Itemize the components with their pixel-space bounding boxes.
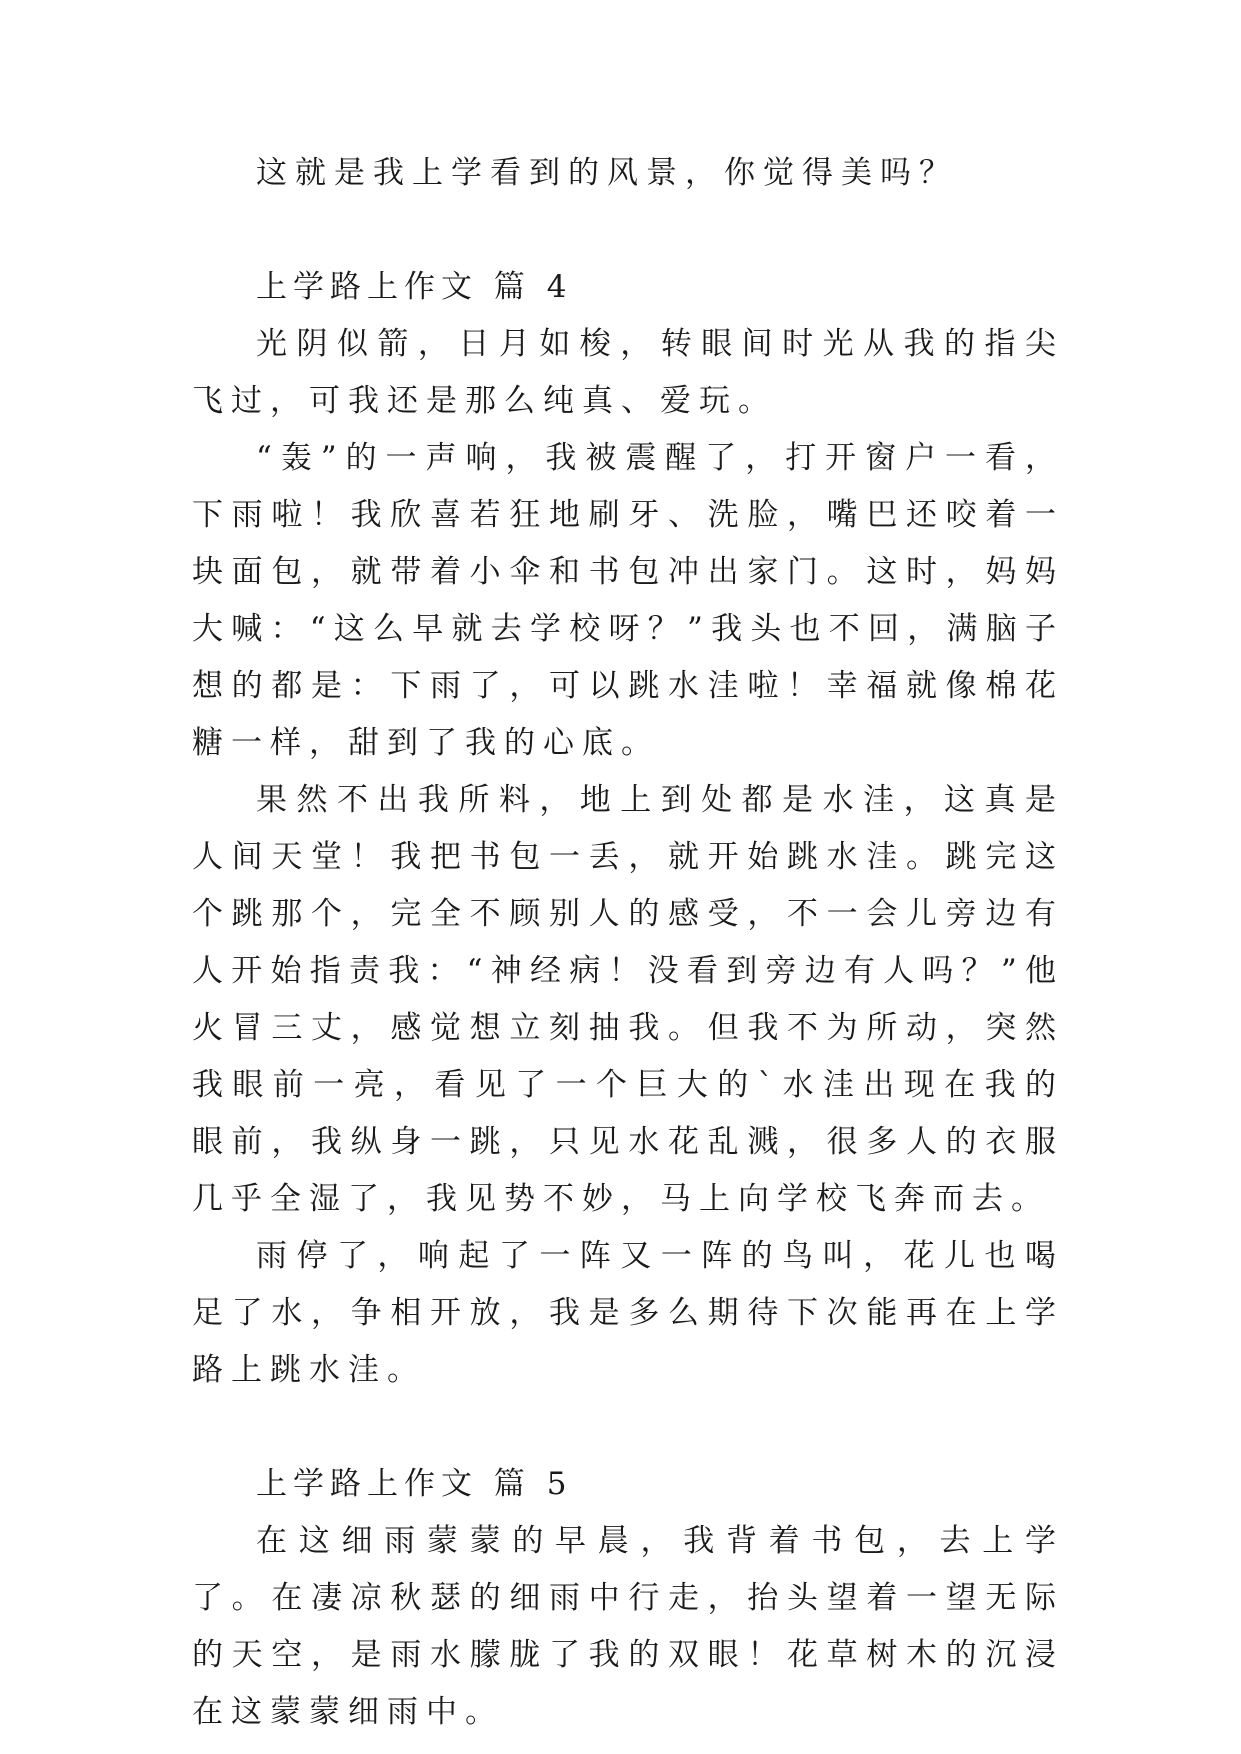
document-body (192, 145, 1064, 1741)
paragraph: 光阴似箭，日月如梭，转眼间时光从我的指尖飞过，可我还是那么纯真、爱玩。 (192, 326, 1064, 419)
section-heading-5: 上学路上作文 篇 5 (256, 1466, 573, 1502)
paragraph: 在这细雨蒙蒙的早晨，我背着书包，去上学了。在凄凉秋瑟的细雨中行走，抬头望着一望无际的天空，是雨水朦胧了我的双眼！花草树木的沉浸在这蒙蒙细雨中。 (192, 1523, 1064, 1730)
paragraph: “轰”的一声响，我被震醒了，打开窗户一看，下雨啦！我欣喜若狂地刷牙、洗脸，嘴巴还咬着一块面包，就带着小伞和书包冲出家门。这时，妈妈大喊：“这么早就去学校呀？”我头也不回，满脑子想的都是：下雨了，可以跳水洼啦！幸福就像棉花糖一样，甜到了我的心底。 (192, 440, 1064, 761)
section-gap (192, 1399, 1064, 1456)
section-heading-4: 上学路上作文 篇 4 (256, 269, 573, 305)
paragraph: 这就是我上学看到的风景，你觉得美吗？ (256, 155, 958, 191)
section-gap (192, 202, 1064, 259)
paragraph: 果然不出我所料，地上到处都是水洼，这真是人间天堂！我把书包一丢，就开始跳水洼。跳完这个跳那个，完全不顾别人的感受，不一会儿旁边有人开始指责我：“神经病！没看到旁边有人吗？”他火冒三丈，感觉想立刻抽我。但我不为所动，突然我眼前一亮，看见了一个巨大的`水洼出现在我的眼前，我纵身一跳，只见水花乱溅，很多人的衣服几乎全湿了，我见势不妙，马上向学校飞奔而去。 (192, 782, 1064, 1217)
paragraph: 雨停了，响起了一阵又一阵的鸟叫，花儿也喝足了水，争相开放，我是多么期待下次能再在上学路上跳水洼。 (192, 1238, 1064, 1388)
